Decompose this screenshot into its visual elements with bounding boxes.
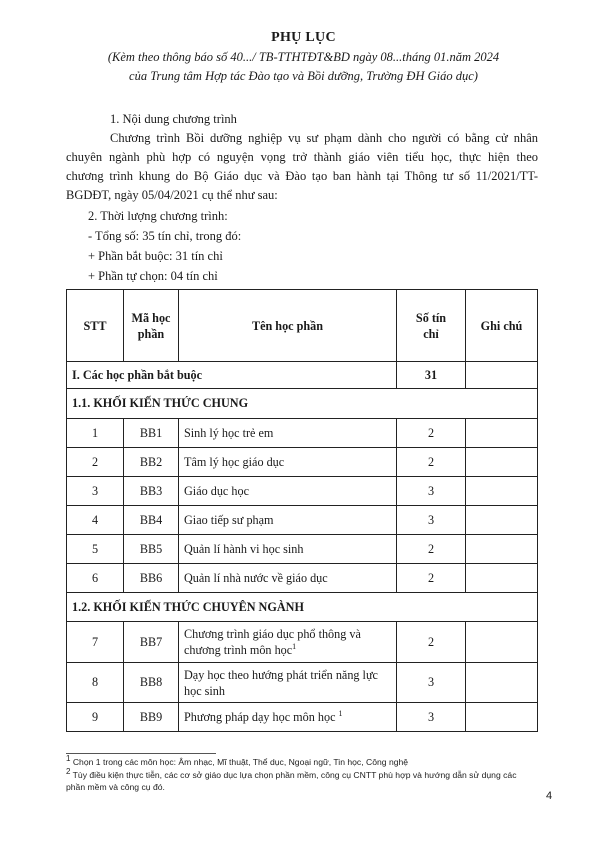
row-note: [466, 448, 538, 477]
appendix-title: PHỤ LỤC: [271, 30, 336, 45]
row-stt: 6: [67, 564, 124, 593]
required-credits: + Phần bắt buộc: 31 tín chỉ: [88, 249, 223, 263]
row-stt: 1: [67, 419, 124, 448]
row-stt: 3: [67, 477, 124, 506]
row-note: [466, 506, 538, 535]
row-stt: 5: [67, 535, 124, 564]
row-credits: 3: [397, 663, 466, 703]
row-name-text: Phương pháp dạy học môn học: [184, 709, 336, 724]
section-general-row: [67, 389, 538, 419]
row-note: [466, 622, 538, 663]
paragraph-line-4: BGDĐT, ngày 05/04/2021 cụ thể như sau:: [66, 188, 278, 202]
header-credits-line-1: Số tín: [415, 310, 447, 325]
row-name: Sinh lý học trẻ em: [179, 419, 397, 448]
row-name-line-2: chương trình môn học: [184, 643, 293, 657]
row-name: [179, 703, 397, 732]
row-note: [466, 663, 538, 703]
row-code: BB5: [124, 535, 179, 564]
row-code: BB7: [124, 622, 179, 663]
row-stt: 9: [67, 703, 124, 732]
table-row: [67, 477, 538, 506]
table-row: [67, 564, 538, 593]
footnote-ref-1: 1: [292, 641, 297, 651]
row-name-line-1: Dạy học theo hướng phát triển năng lực: [184, 667, 378, 682]
header-code-line-1: Mã học: [131, 310, 171, 325]
row-stt: 2: [67, 448, 124, 477]
section-2-heading: 2. Thời lượng chương trình:: [88, 209, 228, 223]
footnote-1: [66, 754, 546, 767]
table-row: [67, 506, 538, 535]
group-required-note: [466, 362, 538, 389]
row-stt: 4: [67, 506, 124, 535]
group-required-row: [67, 362, 538, 389]
elective-credits: + Phần tự chọn: 04 tín chỉ: [88, 269, 218, 283]
group-required-label: I. Các học phần bắt buộc: [67, 362, 397, 389]
paragraph-line-1: Chương trình Bồi dưỡng nghiệp vụ sư phạm dành cho người có bằng cử nhân: [110, 131, 538, 145]
header-name: Tên học phần: [179, 290, 397, 362]
footnote-1-text: Chọn 1 trong các môn học: Âm nhạc, Mĩ thuật, Thể dục, Ngoại ngữ, Tin học, Công nghệ: [70, 757, 409, 767]
table-row: [67, 663, 538, 703]
row-credits: 2: [397, 419, 466, 448]
row-credits: 2: [397, 448, 466, 477]
row-credits: 3: [397, 477, 466, 506]
header-code-line-2: phần: [137, 326, 165, 341]
row-name: [179, 663, 397, 703]
row-name: [179, 622, 397, 663]
row-note: [466, 703, 538, 732]
row-name: Tâm lý học giáo dục: [179, 448, 397, 477]
row-code: BB2: [124, 448, 179, 477]
header-note: Ghi chú: [466, 290, 538, 362]
subtitle-line-2: của Trung tâm Hợp tác Đào tạo và Bồi dưỡng, Trường ĐH Giáo dục): [129, 69, 478, 83]
row-stt: 7: [67, 622, 124, 663]
footnote-divider: [66, 753, 216, 754]
row-stt: 8: [67, 663, 124, 703]
row-name-line-1: Chương trình giáo dục phổ thông và: [184, 627, 361, 641]
footnote-2-text-line-1: Tùy điều kiện thực tiễn, các cơ sở giáo dục lựa chọn phần mềm, công cụ CNTT phù hợp và hướng dẫn sử dụng các: [70, 770, 517, 780]
section-1-heading: 1. Nội dung chương trình: [110, 112, 237, 126]
footnote-2-continued: phần mềm và công cụ đó.: [66, 782, 165, 792]
header-credits: [397, 290, 466, 362]
table-header-row: [67, 290, 538, 362]
row-credits: 3: [397, 703, 466, 732]
table-row: [67, 419, 538, 448]
footnote-2: [66, 767, 546, 780]
row-credits: 2: [397, 535, 466, 564]
header-code: [124, 290, 179, 362]
paragraph-line-2: chuyên ngành phù hợp có nguyện vọng trở thành giáo viên tiểu học, thực hiện theo: [66, 150, 538, 164]
group-required-credits: 31: [397, 362, 466, 389]
section-general-label: 1.1. KHỐI KIẾN THỨC CHUNG: [67, 389, 538, 419]
subtitle-line-1: (Kèm theo thông báo số 40.../ TB-TTHTĐT&BD ngày 08...tháng 01.năm 2024: [107, 50, 500, 64]
section-major-label: 1.2. KHỐI KIẾN THỨC CHUYÊN NGÀNH: [67, 593, 538, 622]
row-code: BB8: [124, 663, 179, 703]
row-credits: 2: [397, 564, 466, 593]
table-row: [67, 703, 538, 732]
row-name: Quản lí nhà nước về giáo dục: [179, 564, 397, 593]
table-row: [67, 535, 538, 564]
row-credits: 2: [397, 622, 466, 663]
footnote-1-mark: 1: [66, 754, 71, 764]
row-note: [466, 564, 538, 593]
row-name: Giao tiếp sư phạm: [179, 506, 397, 535]
header-stt: STT: [67, 290, 124, 362]
table-row: [67, 448, 538, 477]
row-note: [466, 477, 538, 506]
row-code: BB1: [124, 419, 179, 448]
row-note: [466, 419, 538, 448]
row-credits: 3: [397, 506, 466, 535]
row-code: BB4: [124, 506, 179, 535]
paragraph-line-3: chương trình khung do Bộ Giáo dục và Đào tạo ban hành tại Thông tư số 11/2021/TT-: [66, 169, 538, 183]
total-credits: - Tổng số: 35 tín chỉ, trong đó:: [88, 229, 242, 243]
row-note: [466, 535, 538, 564]
row-code: BB6: [124, 564, 179, 593]
table-row: [67, 622, 538, 663]
row-name: Giáo dục học: [179, 477, 397, 506]
course-table: [66, 289, 538, 732]
page-number: 4: [546, 790, 553, 802]
header-credits-line-2: chỉ: [423, 326, 439, 341]
row-name: Quản lí hành vi học sinh: [179, 535, 397, 564]
row-code: BB3: [124, 477, 179, 506]
footnote-2-mark: 2: [66, 767, 71, 777]
footnote-ref-1: 1: [338, 708, 343, 718]
row-code: BB9: [124, 703, 179, 732]
row-name-line-2: học sinh: [184, 683, 225, 698]
section-major-row: [67, 593, 538, 622]
